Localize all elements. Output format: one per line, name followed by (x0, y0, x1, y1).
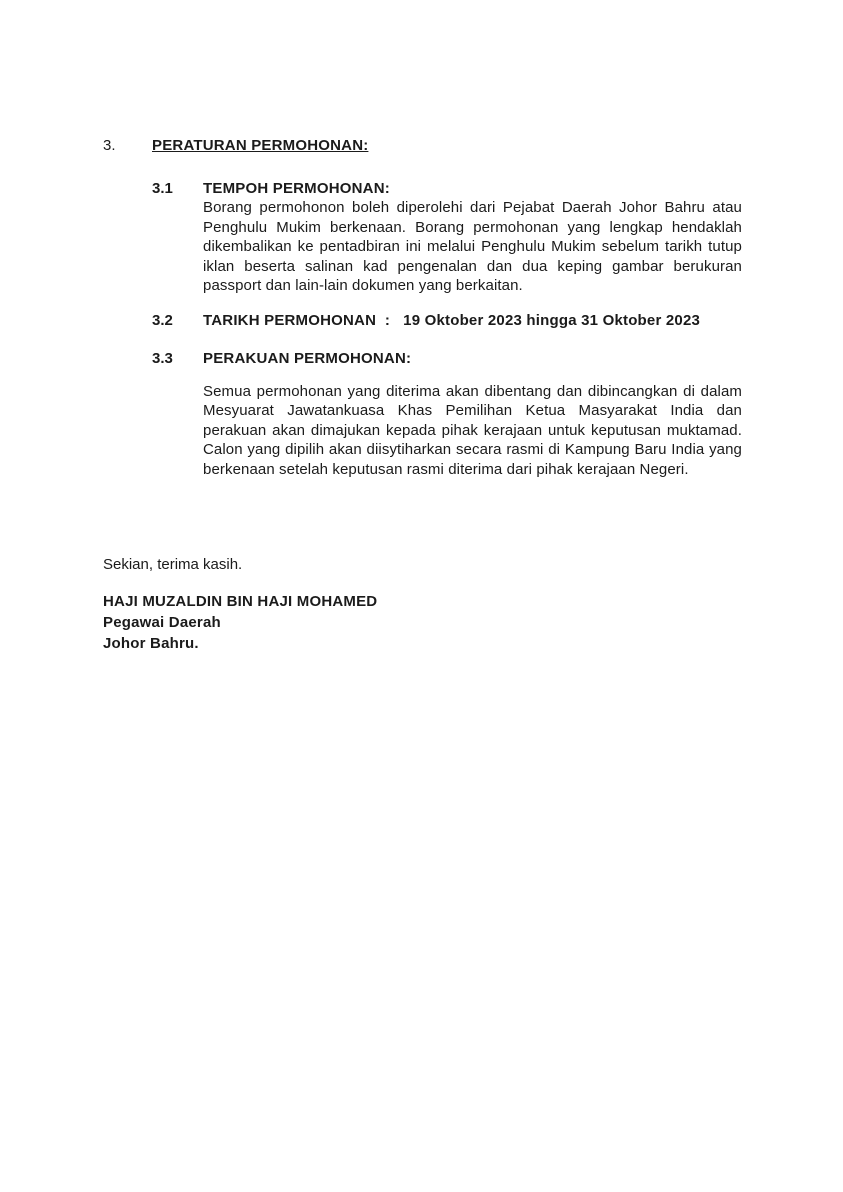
section-title: PERATURAN PERMOHONAN: (152, 137, 369, 154)
subsection-heading: PERAKUAN PERMOHONAN: (203, 350, 412, 367)
closing-line: Sekian, terima kasih. (103, 556, 243, 573)
subsection-3-3 (152, 349, 742, 479)
subsection-heading: TARIKH PERMOHONAN : 19 Oktober 2023 hingga 31 Oktober 2023 (203, 311, 701, 329)
subsection-3-2 (152, 311, 742, 331)
subsection-number: 3.3 (152, 350, 173, 367)
signature-block (103, 591, 742, 654)
subsection-heading: TEMPOH PERMOHONAN: (203, 179, 390, 197)
subsection-3-1 (152, 179, 742, 296)
section-number: 3. (103, 137, 116, 154)
signatory-title: Pegawai Daerah (103, 613, 221, 631)
subsection-body: Borang permohonon boleh diperolehi dari Pejabat Daerah Johor Bahru atau Penghulu Mukim berkenaan. Borang permohonan yang lengkap hendaklah dikembalikan ke pentadbiran ini melalui Penghulu Mukim sebelum tarikh tutup iklan beserta salinan kad pengenalan dan dua keping gambar berukuran passport dan lain-lain dokumen yang berkaitan. (203, 199, 742, 294)
signatory-location: Johor Bahru. (103, 634, 199, 652)
subsection-number: 3.2 (152, 311, 173, 329)
subsection-number: 3.1 (152, 179, 173, 197)
subsection-body: Semua permohonan yang diterima akan dibentang dan dibincangkan di dalam Mesyuarat Jawatankuasa Khas Pemilihan Ketua Masyarakat India dan perakuan akan dimajukan kepada pihak kerajaan untuk keputusan muktamad. Calon yang dipilih akan diisytiharkan secara rasmi di Kampung Baru India yang berkenaan setelah keputusan rasmi diterima dari pihak kerajaan Negeri. (203, 382, 742, 478)
section-heading (103, 136, 742, 156)
signatory-name: HAJI MUZALDIN BIN HAJI MOHAMED (103, 592, 378, 610)
